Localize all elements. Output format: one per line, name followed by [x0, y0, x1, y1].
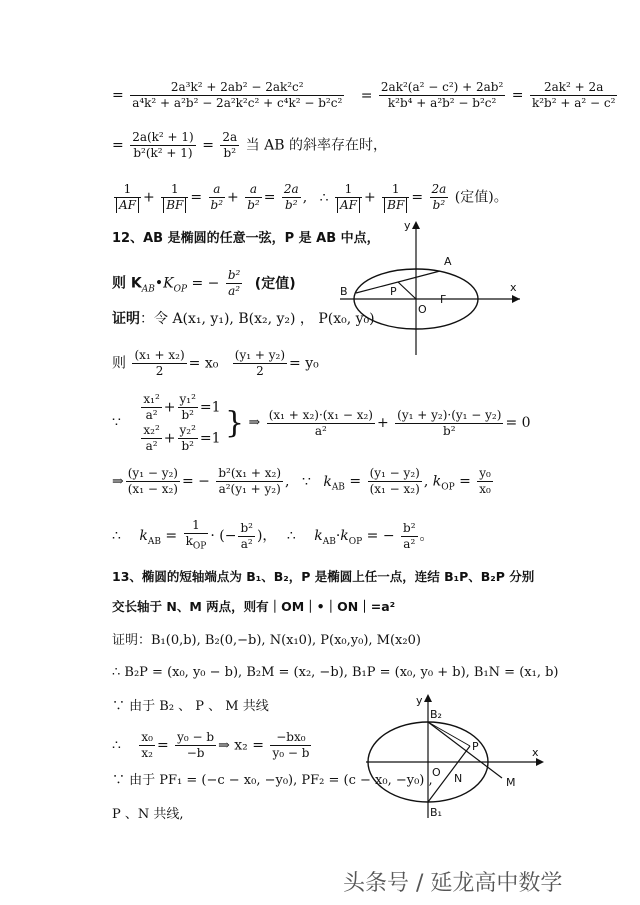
thm13-collinear: ∵ 由于 B₂ 、 P 、 M 共线: [112, 699, 269, 714]
thm13-vectors: ∴ B₂P = (x₀, y₀ − b), B₂M = (x₂, −b), B₁P = (x₀, y₀ + b), B₁N = (x₁, b): [112, 665, 559, 680]
frac-den: k²b² + a² − c²: [531, 96, 616, 110]
fig1-label-P: P: [390, 285, 397, 298]
frac-num: 2a(k² + 1): [132, 130, 194, 144]
fig1-label-x: x: [510, 281, 517, 294]
fig1-label-B: B: [340, 285, 348, 298]
watermark: 头条号 / 延龙高中数学: [343, 871, 563, 896]
frac-den: b²(k² + 1): [133, 146, 193, 160]
frac-den: a⁴k² + a²b² − 2a²k²c² + c⁴k² − b²c²: [132, 96, 343, 110]
since-symbol: ∵: [112, 414, 121, 431]
frac-num: 2a³k² + 2ab² − 2ak²c²: [130, 80, 344, 96]
fig2-label-O: O: [432, 766, 441, 779]
fig1-label-O: O: [418, 303, 427, 316]
fig2-label-y: y: [416, 694, 423, 707]
stmt-prefix: 则 K: [112, 275, 142, 292]
proof-label: 证明: [112, 311, 140, 327]
mid-text: 则: [112, 355, 126, 372]
thm12-ratio: ⇒ $\frac{\text{(y₁ − y₂)}}{\text{(x₁ − x₂)}}$ = − $\frac{\text{b²(x₁ + x₂)}}{\text{a²(y₁ + y₂)}}$ , ∵ $k_{AB}$ = $\frac{\text{(y₁ − y₂)}}{\text{(x₁ − x₂)}}$ , $k_{OP}$ = $\frac{\text{y₀}}{\text{x₀}}$: [112, 466, 491, 496]
frac-den: k²b⁴ + a²b² − b²c²: [387, 96, 497, 110]
fig2-label-P: P: [472, 740, 479, 753]
frac-num: 2ak² + 2a: [530, 80, 617, 96]
thm13-pf: ∵ 由于 PF₁ = (−c − x₀, −y₀), PF₂ = (c − x₀, −y₀) ,: [112, 773, 433, 788]
intro-const: (定值)。: [454, 189, 508, 206]
thm12-conclusion: ∴ $k_{AB}$ = $\frac{1}{k_{OP}}$ · (− $\frac{\text{b²}}{\text{a²}}$ )， ∴ $k_{AB}\cdot k_{OP}$ = − $\frac{\text{b²}}{\text{a²}}$ 。: [112, 518, 434, 552]
thm13-fraction: ∴ $\frac{\text{x₀}}{\text{x₂}}$ = $\frac{\text{y₀ − b}}{-b}$ ⇒ x₂ = $\frac{\text{−bx₀}}{\text{y₀ − b}}$: [112, 730, 310, 760]
fig2-label-B1: B₁: [430, 806, 442, 819]
thm13-title-1: 13、椭圆的短轴端点为 B₁、B₂，P 是椭圆上任一点，连结 B₁P、B₂P 分别: [112, 569, 535, 584]
therefore-symbol: ∴: [112, 737, 121, 754]
ellipse-figure-2: [360, 690, 550, 825]
proof-text: ：令 A(x₁, y₁), B(x₂, y₂) ， P(x₀, y₀): [140, 311, 375, 327]
fig2-label-N: N: [454, 772, 463, 785]
fig1-label-A: A: [444, 255, 452, 268]
thm12-midpoint: 则 $\frac{\text{(x₁ + x₂)}}{2}$ = x₀ $\frac{\text{(y₁ + y₂)}}{2}$ = y₀: [112, 348, 319, 378]
frac-num: 2ak²(a² − c²) + 2ab²: [380, 80, 504, 94]
fig1-label-y: y: [404, 219, 411, 232]
conclude-mark: 。: [419, 528, 434, 545]
intro-line-1: = $\frac{\text{2a³k² + 2ab² − 2ak²c²}}{\text{a⁴k² + a²b² − 2a²k²c² + c⁴k² − b²c²}}$ = $\frac{\text{2ak²(a² − c²) + 2ab²}}{\text{k²b⁴ + a²b² − b²c²}}$ = $\frac{\text{2ak² + 2a}}{\text{k²b² + a² − c²}}$: [112, 80, 616, 110]
thm12-statement: 则 $K_{AB}•K_{OP}$ = − $\frac{\text{b²}}{\text{a²}}$ (定值): [112, 268, 296, 298]
thm13-title-2: 交长轴于 N、M 两点，则有｜OM｜•｜ON｜=a²: [112, 599, 396, 614]
fig2-label-x: x: [532, 746, 539, 759]
intro-line-3: $\frac{1}{AF}$ + $\frac{1}{BF}$ = $\frac{a}{\text{b²}}$ + $\frac{a}{\text{b²}}$ = $\frac{2a}{\text{b²}}$ , ∴ $\frac{1}{AF}$ + $\frac{1}{BF}$ = $\frac{2a}{\text{b²}}$ (定值)。: [112, 182, 508, 213]
intro-text: 当 AB 的斜率存在时，: [245, 137, 387, 154]
thm12-system: ∵ $\frac{\text{x₁²}}{\text{a²}}$ + $\frac{\text{y₁²}}{\text{b²}}$ =1 $\frac{\text{x₂²}}{\text{a²}}$ + $\frac{\text{y₂²}}{\text{b²}}$ =1 } ⇒ $\frac{\text{(x₁ + x₂)·(x₁ − x₂)}}{\text{a²}}$ + $\frac{\text{(y₁ + y₂)·(y₁ − y₂)}}{\text{b²}}$ = 0: [112, 392, 531, 453]
thm12-title: 12、AB 是椭圆的任意一弦，P 是 AB 中点，: [112, 231, 380, 246]
ellipse-figure-1: [330, 215, 530, 360]
fig1-label-F: F: [440, 293, 447, 306]
frac-num: 2a: [222, 130, 238, 144]
thm13-proof: 证明：B₁(0,b), B₂(0,−b), N(x₁0), P(x₀,y₀), M(x₂0): [112, 633, 421, 648]
stmt-suffix: (定值): [254, 275, 296, 292]
therefore-symbol: ∴: [112, 528, 121, 545]
thm13-last: P 、N 共线,: [112, 807, 184, 822]
fig2-label-B2: B₂: [430, 708, 442, 721]
fig2-label-M: M: [506, 776, 516, 789]
intro-line-2: = $\frac{\text{2a(k² + 1)}}{\text{b²(k² + 1)}}$ = $\frac{2a}{\text{b²}}$ 当 AB 的斜率存在时，: [112, 130, 387, 160]
frac-den: b²: [223, 146, 237, 160]
